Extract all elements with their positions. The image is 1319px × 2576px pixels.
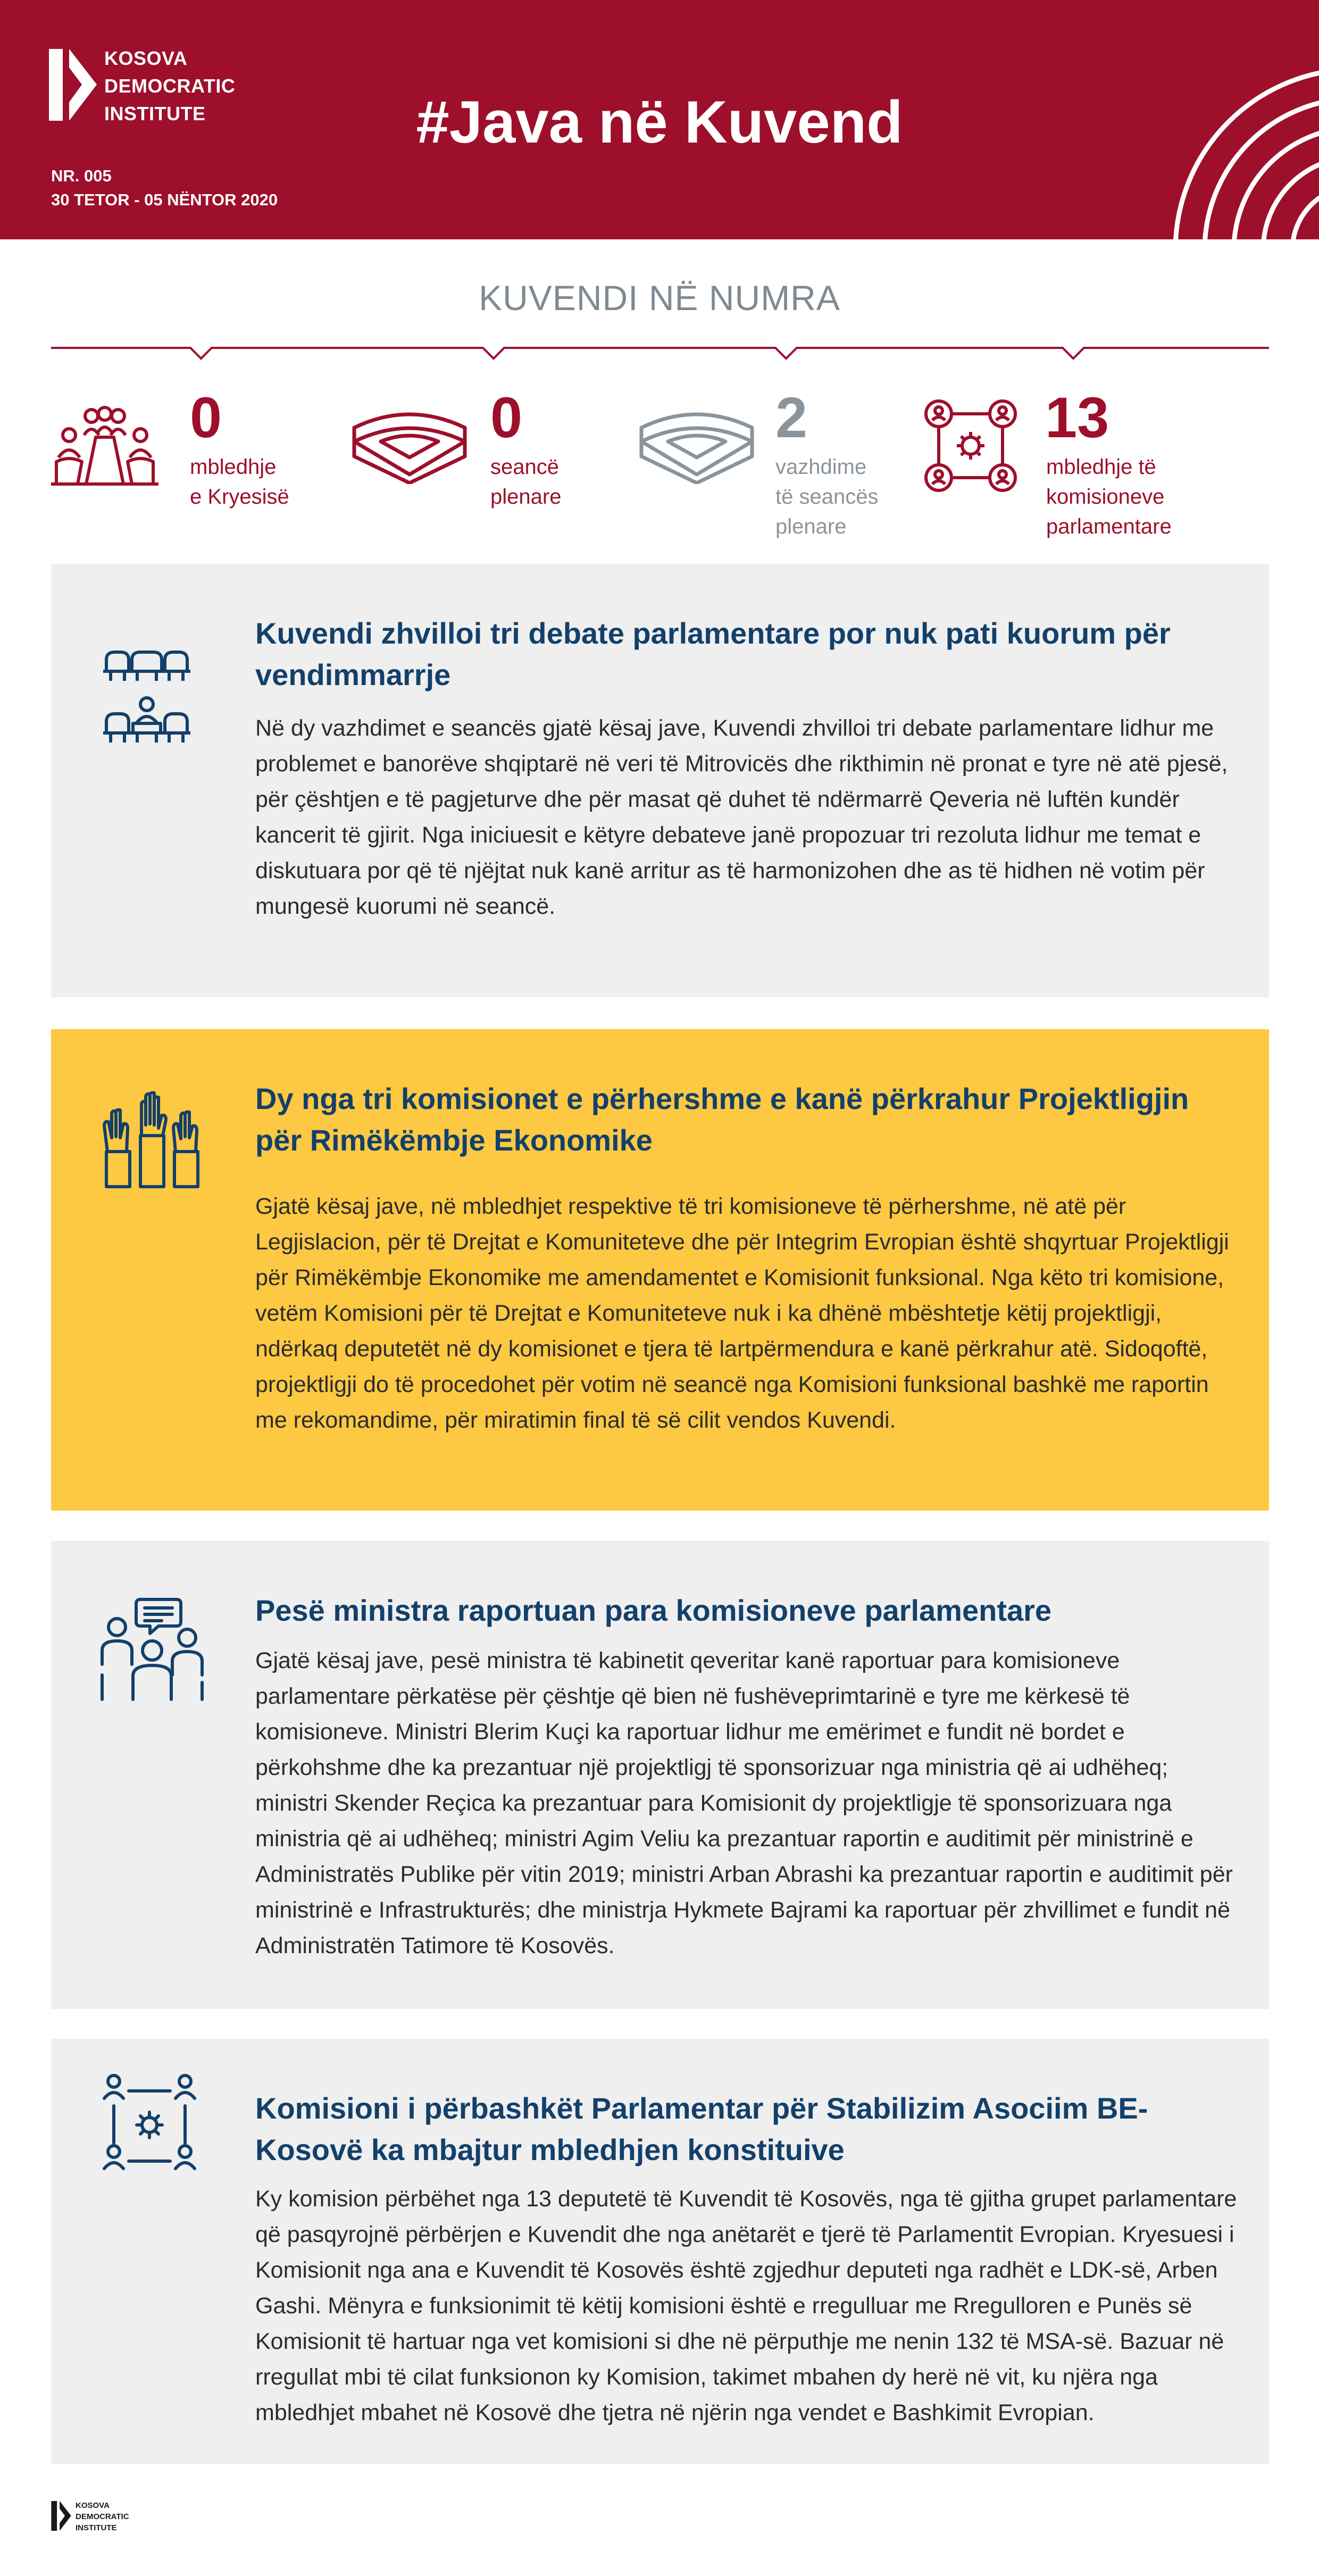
section-stabilization-committee <box>51 2039 1269 2464</box>
stat-label <box>775 452 878 541</box>
section-title: Komisioni i përbashkët Parlamentar për Stabilizim Asociim BE-Kosovë ka mbajtur mbledhjen konstituive <box>255 2091 1148 2166</box>
stat-value: 13 <box>1045 385 1109 449</box>
page-title: #Java në Kuvend <box>416 89 903 155</box>
section-body: Në dy vazhdimet e seancës gjatë kësaj jave, Kuvendi zhvilloi tri debate parlamentare lidhur me problemet e banorëve shqiptarë në veri të Mitrovicës dhe rikthimin në pronat e tyre në atë pjesë, për çështjen e të pagjeturve dhe për masat që duhet të ndërmarrë Qeveria në luftën kundër kancerit të gjirit. Nga iniciuesit e këtyre debateve janë propozuar tri rezoluta lidhur me temat e diskutuara por që të njëjtat nuk kanë arritur as të harmonizohen dhe as të hidhen në votim për mungesë kuorumi në seancë. <box>255 715 1228 919</box>
stat-presidency-meetings <box>49 385 325 548</box>
stat-label-line: komisioneve <box>1046 485 1165 508</box>
logo-line: INSTITUTE <box>104 103 206 124</box>
stat-label-line: seancë <box>490 455 559 479</box>
committee-network-icon <box>99 2072 200 2178</box>
section-debates <box>51 564 1269 997</box>
plenary-hall-icon <box>351 404 468 484</box>
stat-value: 2 <box>775 385 808 449</box>
stat-label-line: e Kryesisë <box>190 485 289 508</box>
section-title: Kuvendi zhvilloi tri debate parlamentare por nuk pati kuorum për vendimmarrje <box>255 616 1171 691</box>
logo-line: INSTITUTE <box>76 2523 117 2532</box>
date-range: 30 TETOR - 05 NËNTOR 2020 <box>51 190 278 209</box>
section-body: Ky komision përbëhet nga 13 deputetë të Kuvendit të Kosovës, nga të gjitha grupet parlamentare që pasqyrojnë përbërjen e Kuvendit dhe nga anëtarët e tjerë të Parlamentit Evropian. Kryesuesi i Komisionit nga ana e Kuvendit të Kosovës është zgjedhur deputeti nga radhët e LDK-së, Arben Gashi. Mënyra e funksionimit të këtij komisioni është e rregulluar me Rregulloren e Punës së Komisionit të hartuar nga vet komisioni si dhe në përputhje me nenin 132 të MSA-së. Bazuar në rregullat mbi të cilat funksionon ky Komision, takimet mbahen dy herë në vit, ku njëra nga mbledhjet mbahet në Kosovë dhe tjetra në njërin nga vendet e Bashkimit Evropian. <box>255 2186 1237 2425</box>
section-ministers-reports <box>51 1541 1269 2009</box>
stat-plenary-sessions <box>351 385 617 548</box>
plenary-hall-icon <box>638 404 755 484</box>
section-title: Pesë ministra raportuan para komisioneve parlamentare <box>255 1594 1052 1627</box>
section-body: Gjatë kësaj jave, pesë ministra të kabinetit qeveritar kanë raportuar para komisioneve parlamentare përkatëse për çështje që bien në fushëveprimtarinë e tyre me kërkesë të komisioneve. Ministri Blerim Kuçi ka raportuar lidhur me emërimet e fundit në bordet e përkohshme dhe ka prezantuar një projektligj të sponsorizuar nga ministria që ai udhëheq; ministri Skender Reçica ka prezantuar para Komisionit dy projektligje të sponsorizuara nga ministria që ai udhëheq; ministri Agim Veliu ka prezantuar raportin e auditimit për ministrinë e Administratës Publike për vitin 2019; ministri Arban Abrashi ka prezantuar raportin e auditimit për ministrinë e Infrastrukturës; dhe ministrja Hykmete Bajrami ka raportuar për zhvillimet e fundit në Administratën Tatimore të Kosovës. <box>255 1648 1233 1958</box>
issue-info <box>51 164 278 212</box>
stat-label-line: plenare <box>490 485 562 508</box>
divider-line <box>51 340 1269 362</box>
logo-line: DEMOCRATIC <box>76 2512 129 2521</box>
section-body: Gjatë kësaj jave, në mbledhjet respektive të tri komisioneve të përhershme, në atë për Legjislacion, për të Drejtat e Komuniteteve dhe për Integrim Evropian është shqyrtuar Projektligji për Rimëkëmbje Ekonomike me amendamentet e Komisionit funksional. Nga këto tri komisione, vetëm Komisioni për të Drejtat e Komuniteteve nuk i ka dhënë mbështetje këtij projektligji, ndërkaq deputetët në dy komisionet e tjera të lartpërmendura e kanë përkrahur atë. Sidoqoftë, projektligji do të procedohet për votim në seancë nga Komisioni funksional bashkë me raportin me rekomandime, për miratimin final të së cilit vendos Kuvendi. <box>255 1194 1229 1433</box>
stat-label <box>1046 452 1172 541</box>
logo-line: KOSOVA <box>76 2501 110 2510</box>
stat-label-line: mbledhje të <box>1046 455 1156 479</box>
stat-label-line: plenare <box>775 515 847 538</box>
committee-network-icon <box>923 398 1019 494</box>
raised-hands-icon <box>99 1089 205 1190</box>
footer-logo-text <box>76 2500 129 2533</box>
issue-number: NR. 005 <box>51 166 112 185</box>
stat-label <box>490 452 561 512</box>
assembly-seats-icon <box>99 638 195 750</box>
decorative-arcs-icon <box>1128 0 1319 239</box>
meeting-table-icon <box>49 404 161 495</box>
stat-label-line: vazhdime <box>775 455 867 479</box>
numbers-title: KUVENDI NË NUMRA <box>479 278 840 318</box>
kdi-logo-icon <box>51 2501 71 2531</box>
stat-committee-meetings <box>923 385 1221 548</box>
people-discussion-icon <box>99 1595 205 1702</box>
logo-line: KOSOVA <box>104 47 188 69</box>
section-title: Dy nga tri komisionet e përhershme e kanë përkrahur Projektligjin për Rimëkëmbje Ekonomike <box>255 1082 1189 1157</box>
section-economic-recovery <box>51 1029 1269 1511</box>
stat-label-line: të seancës <box>775 485 879 508</box>
stat-value: 0 <box>190 385 222 449</box>
footer-logo <box>51 2500 163 2537</box>
stat-value: 0 <box>490 385 523 449</box>
stat-plenary-continuations <box>638 385 904 548</box>
stat-label <box>190 452 289 512</box>
stat-label-line: parlamentare <box>1046 515 1172 538</box>
header-banner <box>0 0 1319 239</box>
logo-line: DEMOCRATIC <box>104 75 236 97</box>
stat-label-line: mbledhje <box>190 455 277 479</box>
